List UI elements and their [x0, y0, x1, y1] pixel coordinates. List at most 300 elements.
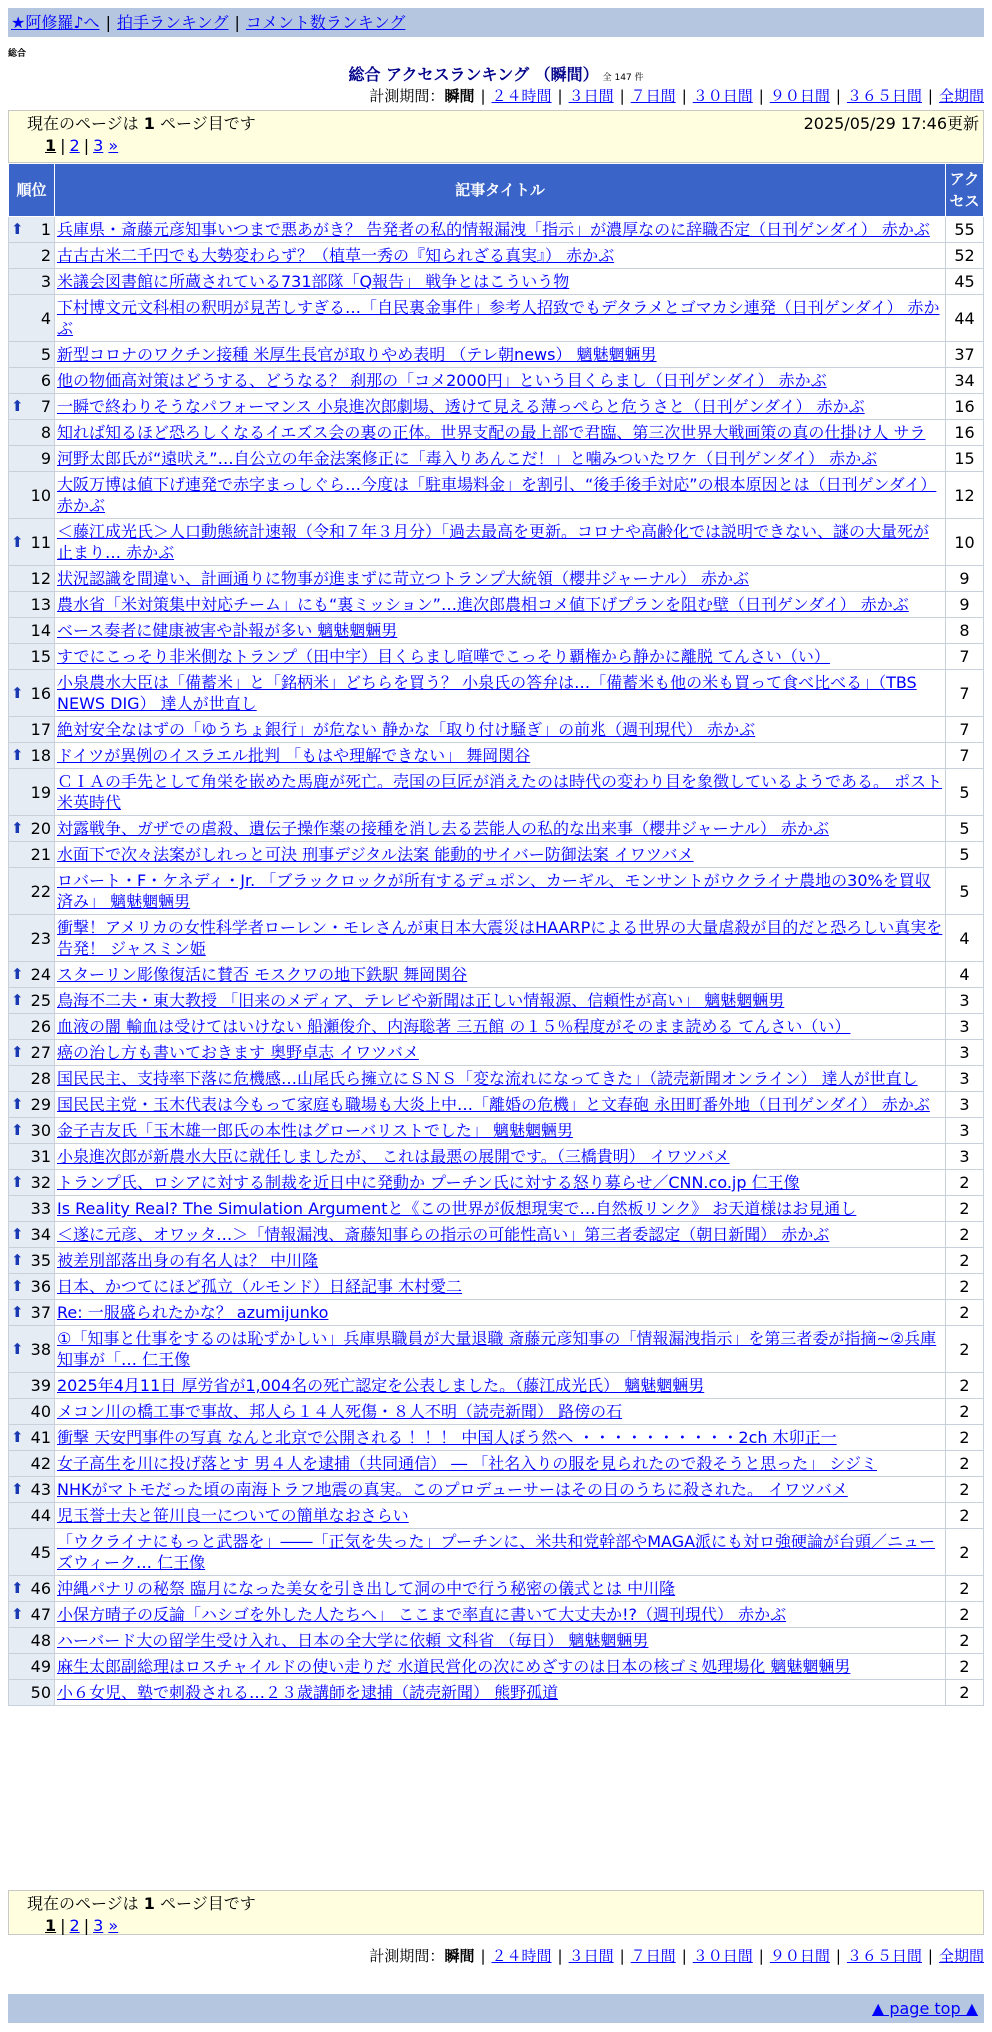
rank-number: 34 — [30, 1225, 51, 1244]
rank-number: 4 — [40, 308, 51, 328]
access-count: 2 — [946, 1425, 984, 1451]
title-cell — [55, 1680, 946, 1706]
article-title-link[interactable]: 水面下で次々法案がしれっと可決 刑事デジタル法案 能動的サイバー防御法案 イワツバメ — [57, 845, 694, 864]
access-count: 3 — [946, 1144, 984, 1170]
rank-number: 11 — [30, 532, 51, 552]
article-title-link[interactable]: 農水省「米対策集中対応チーム」にも“裏ミッション”…進次郎農相コメ値下げプランを阻む壁（日刊ゲンダイ） 赤かぶ — [57, 595, 909, 614]
up-arrow-icon: ⬆ — [11, 683, 24, 702]
access-count: 10 — [946, 519, 984, 566]
title-cell — [55, 394, 946, 420]
access-count: 2 — [946, 1300, 984, 1326]
article-title-link[interactable]: 小６女児、塾で刺殺される…２３歳講師を逮捕（読売新聞） 熊野孤道 — [57, 1683, 559, 1702]
table-row — [9, 1399, 984, 1425]
article-title-link[interactable]: 金子吉友氏「玉木雄一郎氏の本性はグローバリストでした」 魑魅魍魎男 — [57, 1121, 573, 1140]
table-row — [9, 1040, 984, 1066]
rank-cell — [9, 962, 55, 988]
rank-number: 28 — [30, 1069, 51, 1088]
rank-cell — [9, 1066, 55, 1092]
rank-cell — [9, 868, 55, 915]
access-count: 7 — [946, 743, 984, 769]
home-link[interactable]: ★阿修羅♪へ — [11, 13, 100, 32]
rank-cell — [9, 1425, 55, 1451]
access-count: 2 — [946, 1373, 984, 1399]
access-count: 2 — [946, 1654, 984, 1680]
rank-number: 46 — [30, 1579, 51, 1598]
pager-link[interactable]: 3 — [93, 1916, 104, 1935]
rank-cell — [9, 1628, 55, 1654]
title-cell — [55, 1222, 946, 1248]
period-link[interactable]: ９０日間 — [769, 87, 830, 105]
table-row — [9, 1144, 984, 1170]
up-arrow-icon: ⬆ — [11, 1173, 24, 1191]
period-link[interactable]: ９０日間 — [769, 1947, 830, 1965]
period-separator: | — [758, 1947, 764, 1965]
period-link[interactable]: ２４時間 — [491, 87, 552, 105]
period-link[interactable]: ３日間 — [568, 1947, 614, 1965]
table-row — [9, 769, 984, 816]
current-page-text: 現在のページは 1 ページ目です — [27, 114, 256, 133]
access-count: 2 — [946, 1529, 984, 1576]
title-cell — [55, 915, 946, 962]
period-separator: | — [619, 1947, 625, 1965]
comment-ranking-link[interactable]: コメント数ランキング — [245, 13, 406, 32]
article-title-link[interactable]: メコン川の橋工事で事故、邦人ら１４人死傷・８人不明（読売新聞） 路傍の石 — [57, 1402, 623, 1421]
table-row — [9, 269, 984, 295]
rank-number: 26 — [30, 1017, 51, 1036]
article-title-link[interactable]: ＣＩＡの手先として角栄を嵌めた馬鹿が死亡。売国の巨匠が消えたのは時代の変わり目を象徴しているようである。 ポスト米英時代 — [57, 772, 943, 812]
title-cell — [55, 743, 946, 769]
title-cell — [55, 1503, 946, 1529]
article-title-link[interactable]: 小泉農水大臣は「備蓄米」と「銘柄米」どちらを買う？ 小泉氏の答弁は…「備蓄米も他の米も買って食べ比べる」（TBS NEWS DIG） 達人が世直し — [57, 673, 917, 713]
article-title-link[interactable]: ドイツが異例のイスラエル批判 「もはや理解できない」 舞岡関谷 — [57, 746, 531, 765]
rank-cell — [9, 1529, 55, 1576]
up-arrow-icon: ⬆ — [11, 1121, 24, 1139]
table-row — [9, 1576, 984, 1602]
article-title-link[interactable]: 下村博文元文科相の釈明が見苦しすぎる…「自民裏金事件」参考人招致でもデタラメとゴマカシ連発（日刊ゲンダイ） 赤かぶ — [57, 298, 940, 338]
rank-number: 29 — [30, 1095, 51, 1114]
title-cell — [55, 962, 946, 988]
period-link[interactable]: ３０日間 — [692, 1947, 753, 1965]
rank-cell — [9, 1196, 55, 1222]
title-cell — [55, 243, 946, 269]
rank-cell — [9, 1274, 55, 1300]
rank-cell — [9, 394, 55, 420]
table-row — [9, 342, 984, 368]
article-title-link[interactable]: 2025年4月11日 厚労省が1,004名の死亡認定を公表しました。（藤江成光氏） 魑魅魍魎男 — [57, 1376, 705, 1395]
article-title-link[interactable]: 小保方晴子の反論「ハシゴを外した人たちへ」 ここまで率直に書いて大丈夫か!?（週刊現代） 赤かぶ — [57, 1605, 787, 1624]
rank-cell — [9, 1300, 55, 1326]
rank-cell — [9, 446, 55, 472]
rank-number: 33 — [30, 1199, 51, 1218]
table-row — [9, 519, 984, 566]
period-link[interactable]: ３６５日間 — [846, 87, 922, 105]
rank-header: 順位 — [9, 164, 55, 217]
page-title-block — [0, 62, 992, 85]
table-row — [9, 1300, 984, 1326]
rank-cell — [9, 269, 55, 295]
table-row — [9, 915, 984, 962]
access-count: 2 — [946, 1602, 984, 1628]
rank-cell — [9, 342, 55, 368]
ranking-table — [8, 163, 984, 1706]
rank-number: 14 — [30, 621, 51, 640]
article-title-link[interactable]: 一瞬で終わりそうなパフォーマンス 小泉進次郎劇場、透けて見える薄っぺらと危うさと（日刊ゲンダイ） 赤かぶ — [57, 397, 865, 416]
table-row — [9, 446, 984, 472]
article-title-link[interactable]: Is Reality Real? The Simulation Argumentと《この世界が仮想現実で…自然板リンク》 お天道様はお見通し — [57, 1199, 857, 1218]
table-row — [9, 670, 984, 717]
article-title-link[interactable]: 麻生太郎副総理はロスチャイルドの使い走りだ 水道民営化の次にめざすのは日本の核ゴミ処理場化 魑魅魍魎男 — [57, 1657, 851, 1676]
access-header: アクセス — [946, 164, 984, 217]
title-cell — [55, 1066, 946, 1092]
table-row — [9, 1425, 984, 1451]
title-cell — [55, 1628, 946, 1654]
title-cell — [55, 769, 946, 816]
table-row — [9, 295, 984, 342]
rank-number: 43 — [30, 1480, 51, 1499]
period-separator: | — [480, 1947, 486, 1965]
up-arrow-icon: ⬆ — [11, 1303, 24, 1321]
table-row — [9, 1373, 984, 1399]
access-count: 4 — [946, 915, 984, 962]
article-title-link[interactable]: NHKがマトモだった頃の南海トラフ地震の真実。このプロデューサーはその日のうちに殺された。 イワツバメ — [57, 1480, 848, 1499]
title-header: 記事タイトル — [55, 164, 946, 217]
rank-number: 39 — [30, 1376, 51, 1395]
title-cell — [55, 618, 946, 644]
rank-number: 16 — [30, 683, 51, 703]
pager-next-link[interactable]: » — [108, 136, 119, 155]
table-header-row — [9, 164, 984, 217]
title-cell — [55, 842, 946, 868]
title-cell — [55, 1014, 946, 1040]
table-row — [9, 717, 984, 743]
article-title-link[interactable]: 癌の治し方も書いておきます 奥野卓志 イワツバメ — [57, 1043, 419, 1062]
table-row — [9, 592, 984, 618]
rank-cell — [9, 592, 55, 618]
article-title-link[interactable]: 沖縄パナリの秘祭 臨月になった美女を引き出して洞の中で行う秘密の儀式とは 中川隆 — [57, 1579, 676, 1598]
article-title-link[interactable]: ハーバード大の留学生受け入れ、日本の全大学に依頼 文科省 （毎日） 魑魅魍魎男 — [57, 1631, 649, 1650]
access-count: 3 — [946, 1014, 984, 1040]
article-title-link[interactable]: 兵庫県・斎藤元彦知事いつまで悪あがき？ 告発者の私的情報漏洩「指示」が濃厚なのに辞職否定（日刊ゲンダイ） 赤かぶ — [57, 220, 930, 239]
article-title-link[interactable]: 状況認識を間違い、計画通りに物事が進まずに苛立つトランプ大統領（櫻井ジャーナル） 赤かぶ — [57, 569, 749, 588]
rank-cell — [9, 1654, 55, 1680]
rank-cell — [9, 1602, 55, 1628]
article-title-link[interactable]: すでにこっそり非米側なトランプ（田中宇）目くらまし喧嘩でこっそり覇権から静かに離脱 てんさい（い） — [57, 647, 830, 666]
access-count: 37 — [946, 342, 984, 368]
pager-separator: | — [83, 1916, 90, 1935]
rank-number: 20 — [30, 819, 51, 838]
access-count: 2 — [946, 1576, 984, 1602]
access-count: 2 — [946, 1248, 984, 1274]
table-row — [9, 1477, 984, 1503]
table-row — [9, 644, 984, 670]
period-link[interactable]: ３日間 — [568, 87, 614, 105]
rank-number: 42 — [30, 1454, 51, 1473]
article-title-link[interactable]: 児玉誉士夫と笹川良一についての簡単なおさらい — [57, 1506, 409, 1525]
up-arrow-icon: ⬆ — [11, 1095, 24, 1113]
access-count: 2 — [946, 1399, 984, 1425]
rank-number: 37 — [30, 1303, 51, 1322]
rank-number: 15 — [30, 647, 51, 666]
up-arrow-icon: ⬆ — [11, 1428, 24, 1446]
rank-number: 22 — [30, 881, 51, 901]
title-cell — [55, 1092, 946, 1118]
rank-number: 36 — [30, 1277, 51, 1296]
article-title-link[interactable]: ベース奏者に健康被害や訃報が多い 魑魅魍魎男 — [57, 621, 398, 640]
updated-timestamp: 2025/05/29 17:46更新 — [803, 114, 979, 133]
title-cell — [55, 1118, 946, 1144]
pager-link[interactable]: 2 — [69, 1916, 80, 1935]
table-row — [9, 420, 984, 446]
nav-separator: | — [105, 13, 111, 32]
title-cell — [55, 519, 946, 566]
title-cell — [55, 342, 946, 368]
access-count: 44 — [946, 295, 984, 342]
rank-cell — [9, 1373, 55, 1399]
period-separator: | — [835, 87, 841, 105]
article-title-link[interactable]: 米議会図書館に所蔵されている731部隊「Q報告」 戦争とはこういう物 — [57, 272, 570, 291]
period-separator: | — [619, 87, 625, 105]
rank-cell — [9, 644, 55, 670]
up-arrow-icon: ⬆ — [11, 532, 24, 551]
info-box-bottom — [8, 1890, 984, 1935]
article-title-link[interactable]: トランプ氏、ロシアに対する制裁を近日中に発動か プーチン氏に対する怒り募らせ／CNN.co.jp 仁王像 — [57, 1173, 800, 1192]
table-row — [9, 472, 984, 519]
pager-link[interactable]: 2 — [69, 136, 80, 155]
rank-cell — [9, 988, 55, 1014]
table-row — [9, 368, 984, 394]
rank-number: 50 — [30, 1683, 51, 1702]
pager-next-link[interactable]: » — [108, 1916, 119, 1935]
pager-current: 1 — [45, 1916, 57, 1935]
rank-cell — [9, 217, 55, 243]
rank-cell — [9, 1326, 55, 1373]
article-title-link[interactable]: 大阪万博は値下げ連発で赤字まっしぐら…今度は「駐車場料金」を割引、“後手後手対応”の根本原因とは（日刊ゲンダイ） 赤かぶ — [57, 475, 937, 515]
access-count: 3 — [946, 1092, 984, 1118]
rank-cell — [9, 472, 55, 519]
table-row — [9, 1222, 984, 1248]
article-title-link[interactable]: 知れば知るほど恐ろしくなるイエズス会の裏の正体。世界支配の最上部で君臨、第三次世界大戦画策の真の仕掛け人 サラ — [57, 423, 926, 442]
table-row — [9, 1628, 984, 1654]
pager-current: 1 — [45, 136, 57, 155]
period-separator: | — [681, 87, 687, 105]
top-nav-bar — [8, 8, 984, 37]
table-row — [9, 394, 984, 420]
article-title-link[interactable]: 対露戦争、ガザでの虐殺、遺伝子操作薬の接種を消し去る芸能人の私的な出来事（櫻井ジャーナル） 赤かぶ — [57, 819, 829, 838]
rank-cell — [9, 842, 55, 868]
article-title-link[interactable]: 衝撃 天安門事件の写真 なんと北京で公開される ！！！ 中国人ぼう然へ ・・・・・・・・・・2ch 木卯正一 — [57, 1428, 837, 1447]
access-count: 5 — [946, 868, 984, 915]
pager-separator: | — [60, 136, 66, 155]
article-title-link[interactable]: ＜藤江成光氏＞人口動態統計速報（令和７年３月分）「過去最高を更新。コロナや高齢化では説明できない、謎の大量死が止まり… 赤かぶ — [57, 522, 930, 562]
article-title-link[interactable]: 古古古米二千円でも大勢変わらず？（植草一秀の『知られざる真実』） 赤かぶ — [57, 246, 615, 265]
table-row — [9, 1654, 984, 1680]
title-cell — [55, 1144, 946, 1170]
article-title-link[interactable]: 女子高生を川に投げ落とす 男４人を逮捕（共同通信） ― 「社名入りの服を見られたので殺そうと思った」 シジミ — [57, 1454, 877, 1473]
rank-cell — [9, 769, 55, 816]
table-row — [9, 1248, 984, 1274]
title-cell — [55, 1576, 946, 1602]
rank-cell — [9, 368, 55, 394]
rank-number: 27 — [30, 1043, 51, 1062]
table-row — [9, 1451, 984, 1477]
period-separator: | — [835, 1947, 841, 1965]
rank-cell — [9, 1680, 55, 1706]
table-row — [9, 1170, 984, 1196]
table-row — [9, 816, 984, 842]
table-row — [9, 1066, 984, 1092]
period-link[interactable]: ７日間 — [630, 87, 676, 105]
title-cell — [55, 717, 946, 743]
table-row — [9, 962, 984, 988]
title-cell — [55, 1425, 946, 1451]
title-cell — [55, 368, 946, 394]
period-link[interactable]: ２４時間 — [491, 1947, 552, 1965]
title-cell — [55, 1040, 946, 1066]
rank-number: 24 — [30, 965, 51, 984]
rank-cell — [9, 1092, 55, 1118]
up-arrow-icon: ⬆ — [11, 1043, 24, 1061]
pager-link[interactable]: 3 — [93, 136, 104, 155]
table-row — [9, 217, 984, 243]
title-cell — [55, 269, 946, 295]
article-title-link[interactable]: 被差別部落出身の有名人は？ 中川隆 — [57, 1251, 319, 1270]
rank-number: 44 — [30, 1506, 51, 1525]
page-top-link[interactable]: ▲ page top ▲ — [871, 1999, 978, 2018]
title-cell — [55, 1451, 946, 1477]
access-count: 2 — [946, 1503, 984, 1529]
rank-cell — [9, 618, 55, 644]
title-cell — [55, 1274, 946, 1300]
clap-ranking-link[interactable]: 拍手ランキング — [116, 13, 229, 32]
article-title-link[interactable]: 新型コロナのワクチン接種 米厚生長官が取りやめ表明 （テレ朝news） 魑魅魍魎男 — [57, 345, 657, 364]
table-row — [9, 1196, 984, 1222]
access-count: 52 — [946, 243, 984, 269]
period-link[interactable]: 全期間 — [938, 1947, 984, 1965]
table-row — [9, 1680, 984, 1706]
article-title-link[interactable]: 鳥海不二夫・東大教授 「旧来のメディア、テレビや新聞は正しい情報源、信頼性が高い」 魑魅魍魎男 — [57, 991, 785, 1010]
article-title-link[interactable]: 「ウクライナにもっと武器を」――「正気を失った」プーチンに、米共和党幹部やMAGA派にも対ロ強硬論が台頭／ニューズウィーク… 仁王像 — [57, 1532, 936, 1572]
article-title-link[interactable]: 小泉進次郎が新農水大臣に就任しましたが、 これは最悪の展開です。（三橋貴明） イワツバメ — [57, 1147, 730, 1166]
rank-number: 30 — [30, 1121, 51, 1140]
article-title-link[interactable]: 衝撃！アメリカの女性科学者ローレン・モレさんが東日本大震災はHAARPによる世界の大量虐殺が目的だと恐ろしい真実を告発！ ジャスミン姫 — [57, 918, 943, 958]
access-count: 2 — [946, 1628, 984, 1654]
title-cell — [55, 1602, 946, 1628]
period-separator: | — [927, 1947, 933, 1965]
access-count: 3 — [946, 1040, 984, 1066]
article-title-link[interactable]: 国民民主党・玉木代表は今もって家庭も職場も大炎上中…「離婚の危機」と文春砲 永田町番外地（日刊ゲンダイ） 赤かぶ — [57, 1095, 930, 1114]
up-arrow-icon: ⬆ — [11, 1251, 24, 1269]
up-arrow-icon: ⬆ — [11, 1605, 24, 1623]
period-selector-top — [369, 86, 984, 106]
access-count: 16 — [946, 394, 984, 420]
period-separator: | — [557, 1947, 563, 1965]
rank-cell — [9, 1014, 55, 1040]
table-row — [9, 1274, 984, 1300]
article-title-link[interactable]: ロバート・F・ケネディ・Jr. 「ブラックロックが所有するデュポン、カーギル、モンサントがウクライナ農地の30%を買収済み」 魑魅魍魎男 — [57, 871, 931, 911]
table-row — [9, 1503, 984, 1529]
period-separator: | — [681, 1947, 687, 1965]
rank-cell — [9, 1144, 55, 1170]
access-count: 55 — [946, 217, 984, 243]
table-row — [9, 1529, 984, 1576]
title-cell — [55, 1248, 946, 1274]
access-count: 7 — [946, 670, 984, 717]
rank-cell — [9, 743, 55, 769]
access-count: 4 — [946, 962, 984, 988]
article-title-link[interactable]: スターリン彫像復活に賛否 モスクワの地下鉄駅 舞岡関谷 — [57, 965, 468, 984]
rank-cell — [9, 1222, 55, 1248]
rank-number: 35 — [30, 1251, 51, 1270]
title-cell — [55, 566, 946, 592]
period-link[interactable]: 全期間 — [938, 87, 984, 105]
table-row — [9, 743, 984, 769]
access-count: 3 — [946, 1118, 984, 1144]
period-link[interactable]: ３０日間 — [692, 87, 753, 105]
article-title-link[interactable]: 血液の闇 輸血は受けてはいけない 船瀬俊介、内海聡著 三五館 の１５％程度がそのまま読める てんさい（い） — [57, 1017, 851, 1036]
article-title-link[interactable]: ①「知事と仕事をするのは恥ずかしい」兵庫県職員が大量退職 斎藤元彦知事の「情報漏洩指示」を第三者委が指摘~②兵庫知事が「… 仁王像 — [57, 1329, 937, 1369]
table-row — [9, 1326, 984, 1373]
table-row — [9, 1092, 984, 1118]
access-count: 2 — [946, 1326, 984, 1373]
category-label: 総合 — [8, 49, 27, 59]
period-selector-bottom — [369, 1946, 984, 1966]
table-row — [9, 988, 984, 1014]
rank-number: 31 — [30, 1147, 51, 1166]
access-count: 5 — [946, 816, 984, 842]
period-separator: | — [480, 87, 486, 105]
title-cell — [55, 1196, 946, 1222]
article-title-link[interactable]: Re: 一服盛られたかな？ azumijunko — [57, 1303, 329, 1322]
rank-number: 1 — [40, 220, 51, 239]
title-cell — [55, 1170, 946, 1196]
rank-number: 6 — [40, 371, 51, 390]
title-cell — [55, 472, 946, 519]
access-count: 7 — [946, 717, 984, 743]
rank-cell — [9, 1576, 55, 1602]
up-arrow-icon: ⬆ — [11, 1277, 24, 1295]
article-title-link[interactable]: ＜遂に元彦、オワッタ…＞「情報漏洩、斎藤知事らの指示の可能性高い」第三者委認定（朝日新聞） 赤かぶ — [57, 1225, 830, 1244]
access-count: 5 — [946, 842, 984, 868]
rank-number: 23 — [30, 928, 51, 948]
table-row — [9, 868, 984, 915]
rank-number: 8 — [40, 423, 51, 442]
period-separator: | — [758, 87, 764, 105]
up-arrow-icon: ⬆ — [11, 1579, 24, 1597]
title-cell — [55, 592, 946, 618]
access-count: 2 — [946, 1477, 984, 1503]
table-row — [9, 1602, 984, 1628]
article-title-link[interactable]: 日本、かつてにほど孤立（ルモンド）日経記事 木村愛二 — [57, 1277, 463, 1296]
article-title-link[interactable]: 絶対安全なはずの「ゆうちょ銀行」が危ない 静かな「取り付け騒ぎ」の前兆（週刊現代） 赤かぶ — [57, 720, 756, 739]
period-link[interactable]: ７日間 — [630, 1947, 676, 1965]
table-row — [9, 618, 984, 644]
access-count: 2 — [946, 1170, 984, 1196]
rank-cell — [9, 1170, 55, 1196]
title-cell — [55, 988, 946, 1014]
title-cell — [55, 1529, 946, 1576]
access-count: 2 — [946, 1680, 984, 1706]
article-title-link[interactable]: 他の物価高対策はどうする、どうなる？ 刹那の「コメ2000円」という目くらまし（日刊ゲンダイ） 赤かぶ — [57, 371, 827, 390]
rank-cell — [9, 1118, 55, 1144]
period-link[interactable]: ３６５日間 — [846, 1947, 922, 1965]
rank-cell — [9, 1451, 55, 1477]
article-title-link[interactable]: 国民民主、支持率下落に危機感…山尾氏ら擁立にＳＮＳ「変な流れになってきた」（読売新聞オンライン） 達人が世直し — [57, 1069, 918, 1088]
access-count: 7 — [946, 644, 984, 670]
up-arrow-icon: ⬆ — [11, 819, 24, 837]
article-title-link[interactable]: 河野太郎氏が“遠吠え”…自公立の年金法案修正に「毒入りあんこだ！」と噛みついたワケ（日刊ゲンダイ） 赤かぶ — [57, 449, 878, 468]
current-page-text: 現在のページは 1 ページ目です — [27, 1894, 256, 1913]
access-count: 2 — [946, 1274, 984, 1300]
